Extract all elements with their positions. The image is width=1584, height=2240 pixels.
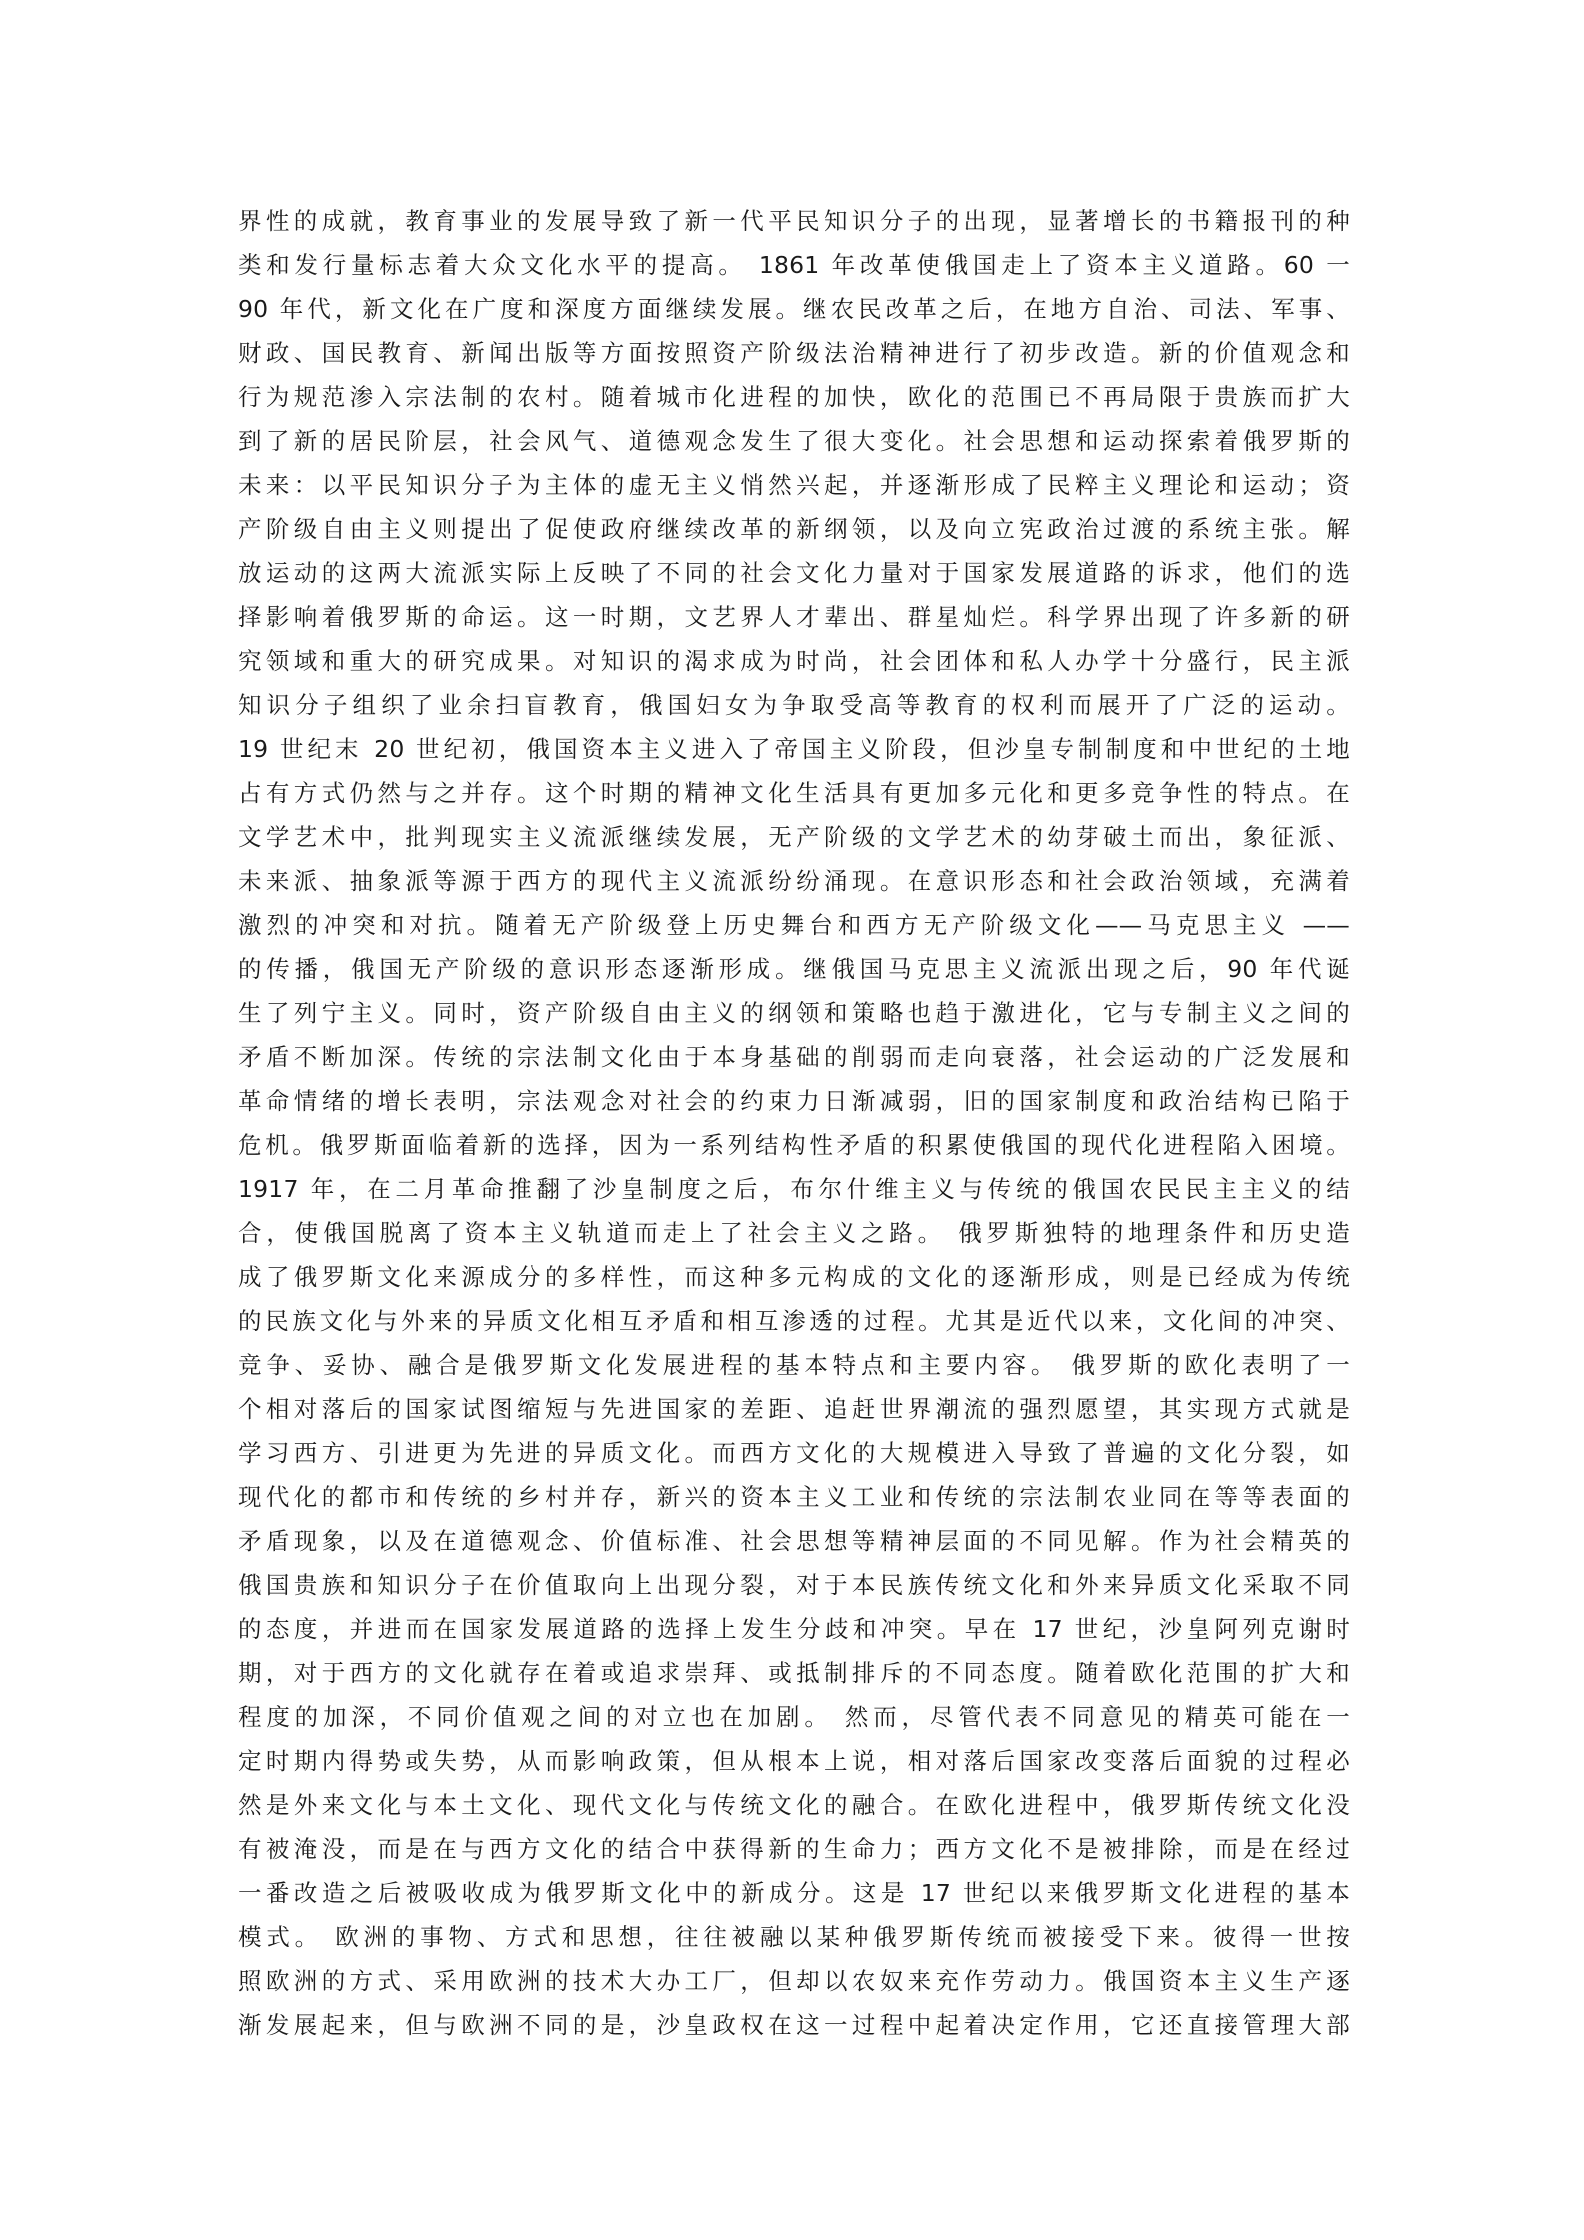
text-line: 俄国贵族和知识分子在价值取向上出现分裂，对于本民族传统文化和外来异质文化采取不同 [238, 1571, 1350, 1599]
text-line: 学习西方、引进更为先进的异质文化。而西方文化的大规模进入导致了普遍的文化分裂，如 [238, 1439, 1350, 1467]
text-line: 究领域和重大的研究成果。对知识的渴求成为时尚，社会团体和私人办学十分盛行，民主派 [238, 647, 1350, 675]
text-line: 生了列宁主义。同时，资产阶级自由主义的纲领和策略也趋于激进化，它与专制主义之间的 [238, 999, 1350, 1027]
text-line: 占有方式仍然与之并存。这个时期的精神文化生活具有更加多元化和更多竞争性的特点。在 [238, 779, 1350, 807]
text-line: 然是外来文化与本土文化、现代文化与传统文化的融合。在欧化进程中，俄罗斯传统文化没 [238, 1791, 1350, 1819]
text-line: 放运动的这两大流派实际上反映了不同的社会文化力量对于国家发展道路的诉求，他们的选 [238, 559, 1350, 587]
text-line: 革命情绪的增长表明，宗法观念对社会的约束力日渐减弱，旧的国家制度和政治结构已陷于 [238, 1087, 1350, 1115]
text-line: 界性的成就，教育事业的发展导致了新一代平民知识分子的出现，显著增长的书籍报刊的种 [238, 207, 1350, 235]
text-line: 的态度，并进而在国家发展道路的选择上发生分歧和冲突。早在 17 世纪，沙皇阿列克谢时 [238, 1615, 1350, 1643]
text-line: 1917 年，在二月革命推翻了沙皇制度之后，布尔什维主义与传统的俄国农民民主主义的结 [238, 1175, 1350, 1203]
text-line: 19 世纪末 20 世纪初，俄国资本主义进入了帝国主义阶段，但沙皇专制制度和中世纪的土地 [238, 735, 1350, 763]
text-line: 矛盾现象，以及在道德观念、价值标准、社会思想等精神层面的不同见解。作为社会精英的 [238, 1527, 1350, 1555]
text-line: 程度的加深，不同价值观之间的对立也在加剧。 然而，尽管代表不同意见的精英可能在一 [238, 1703, 1350, 1731]
text-line: 竞争、妥协、融合是俄罗斯文化发展进程的基本特点和主要内容。 俄罗斯的欧化表明了一 [238, 1351, 1350, 1379]
text-line: 一番改造之后被吸收成为俄罗斯文化中的新成分。这是 17 世纪以来俄罗斯文化进程的基本 [238, 1879, 1350, 1907]
text-line: 矛盾不断加深。传统的宗法制文化由于本身基础的削弱而走向衰落，社会运动的广泛发展和 [238, 1043, 1350, 1071]
text-line: 个相对落后的国家试图缩短与先进国家的差距、追赶世界潮流的强烈愿望，其实现方式就是 [238, 1395, 1350, 1423]
text-line: 的民族文化与外来的异质文化相互矛盾和相互渗透的过程。尤其是近代以来，文化间的冲突、 [238, 1307, 1350, 1335]
text-line: 期，对于西方的文化就存在着或追求崇拜、或抵制排斥的不同态度。随着欧化范围的扩大和 [238, 1659, 1350, 1687]
text-line: 渐发展起来，但与欧洲不同的是，沙皇政权在这一过程中起着决定作用，它还直接管理大部 [238, 2011, 1350, 2039]
text-line: 未来：以平民知识分子为主体的虚无主义悄然兴起，并逐渐形成了民粹主义理论和运动；资 [238, 471, 1350, 499]
text-line: 择影响着俄罗斯的命运。这一时期，文艺界人才辈出、群星灿烂。科学界出现了许多新的研 [238, 603, 1350, 631]
text-line: 90 年代，新文化在广度和深度方面继续发展。继农民改革之后，在地方自治、司法、军事、 [238, 295, 1350, 323]
text-line: 模式。 欧洲的事物、方式和思想，往往被融以某种俄罗斯传统而被接受下来。彼得一世按 [238, 1923, 1350, 1951]
text-line: 照欧洲的方式、采用欧洲的技术大办工厂，但却以农奴来充作劳动力。俄国资本主义生产逐 [238, 1967, 1350, 1995]
text-line: 文学艺术中，批判现实主义流派继续发展，无产阶级的文学艺术的幼芽破土而出，象征派、 [238, 823, 1350, 851]
text-line: 产阶级自由主义则提出了促使政府继续改革的新纲领，以及向立宪政治过渡的系统主张。解 [238, 515, 1350, 543]
text-line: 定时期内得势或失势，从而影响政策，但从根本上说，相对落后国家改变落后面貌的过程必 [238, 1747, 1350, 1775]
text-line: 现代化的都市和传统的乡村并存，新兴的资本主义工业和传统的宗法制农业同在等等表面的 [238, 1483, 1350, 1511]
text-line: 合，使俄国脱离了资本主义轨道而走上了社会主义之路。 俄罗斯独特的地理条件和历史造 [238, 1219, 1350, 1247]
text-line: 有被淹没，而是在与西方文化的结合中获得新的生命力；西方文化不是被排除，而是在经过 [238, 1835, 1350, 1863]
text-line: 激烈的冲突和对抗。随着无产阶级登上历史舞台和西方无产阶级文化——马克思主义 —— [238, 911, 1350, 939]
text-line: 未来派、抽象派等源于西方的现代主义流派纷纷涌现。在意识形态和社会政治领域，充满着 [238, 867, 1350, 895]
text-line: 财政、国民教育、新闻出版等方面按照资产阶级法治精神进行了初步改造。新的价值观念和 [238, 339, 1350, 367]
text-line: 的传播，俄国无产阶级的意识形态逐渐形成。继俄国马克思主义流派出现之后，90 年代诞 [238, 955, 1350, 983]
text-line: 成了俄罗斯文化来源成分的多样性，而这种多元构成的文化的逐渐形成，则是已经成为传统 [238, 1263, 1350, 1291]
text-line: 行为规范渗入宗法制的农村。随着城市化进程的加快，欧化的范围已不再局限于贵族而扩大 [238, 383, 1350, 411]
body-text [238, 199, 1350, 2047]
text-line: 到了新的居民阶层，社会风气、道德观念发生了很大变化。社会思想和运动探索着俄罗斯的 [238, 427, 1350, 455]
text-line: 类和发行量标志着大众文化水平的提高。 1861 年改革使俄国走上了资本主义道路。60 一 [238, 251, 1350, 279]
text-line: 危机。俄罗斯面临着新的选择，因为一系列结构性矛盾的积累使俄国的现代化进程陷入困境。 [238, 1131, 1350, 1159]
text-line: 知识分子组织了业余扫盲教育，俄国妇女为争取受高等教育的权利而展开了广泛的运动。 [238, 691, 1350, 719]
